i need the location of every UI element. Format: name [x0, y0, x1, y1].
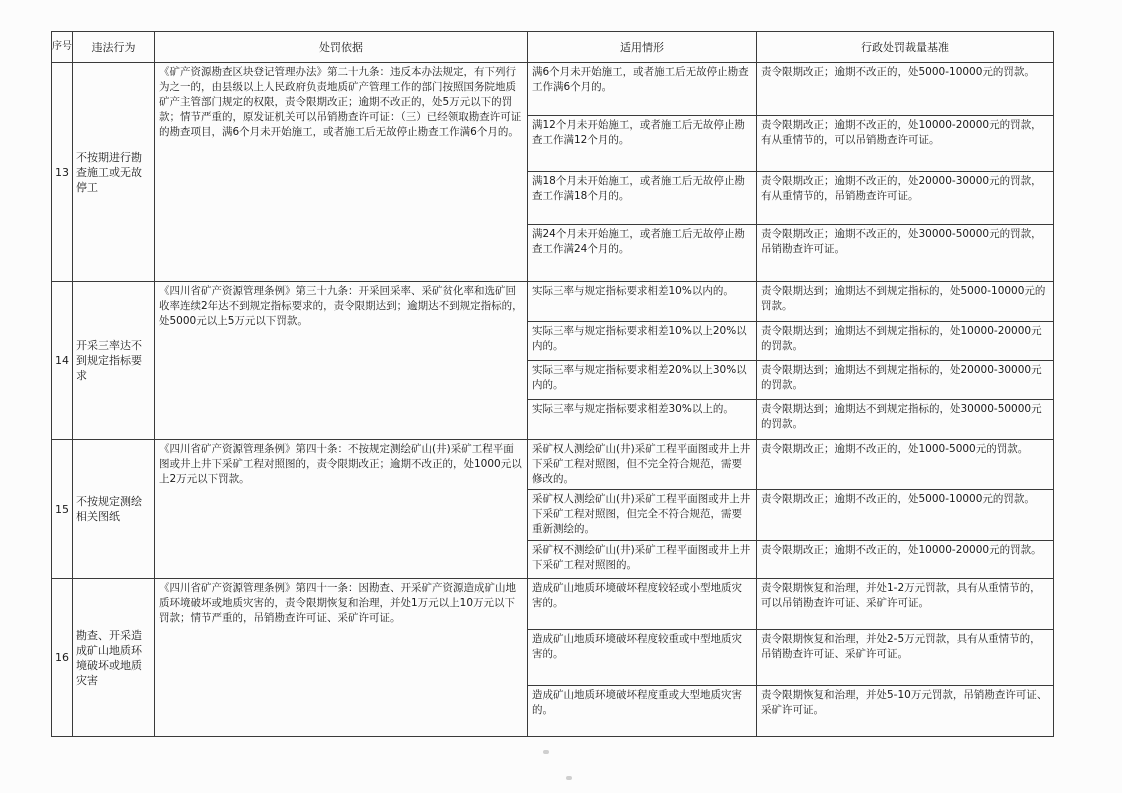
row-number: 16 — [52, 579, 73, 737]
case-cell: 满24个月未开始施工，或者施工后无故停止勘查工作满24个月的。 — [528, 225, 757, 282]
case-cell: 造成矿山地质环境破坏程度较轻或小型地质灾害的。 — [528, 579, 757, 630]
scan-speck — [566, 776, 572, 780]
standard-cell: 责令限期达到；逾期达不到规定指标的，处10000-20000元的罚款。 — [757, 322, 1054, 361]
case-cell: 实际三率与规定指标要求相差10%以上20%以内的。 — [528, 322, 757, 361]
standard-cell: 责令限期恢复和治理，并处5-10万元罚款，吊销勘查许可证、采矿许可证。 — [757, 686, 1054, 737]
standard-cell: 责令限期改正；逾期不改正的，处30000-50000元的罚款，吊销勘查许可证。 — [757, 225, 1054, 282]
case-cell: 采矿权不测绘矿山(井)采矿工程平面图或井上井下采矿工程对照图的。 — [528, 541, 757, 579]
row-number: 14 — [52, 282, 73, 440]
header-no: 序号 — [52, 32, 73, 63]
case-cell: 造成矿山地质环境破坏程度重或大型地质灾害的。 — [528, 686, 757, 737]
case-cell: 满6个月未开始施工，或者施工后无故停止勘查工作满6个月的。 — [528, 63, 757, 116]
table-row — [52, 579, 1054, 630]
violation-cell: 开采三率达不到规定指标要求 — [73, 282, 155, 440]
standard-cell: 责令限期改正；逾期不改正的，处10000-20000元的罚款。 — [757, 541, 1054, 579]
table-header-row — [52, 32, 1054, 63]
header-legal-basis: 处罚依据 — [155, 32, 528, 63]
violation-cell: 不按规定测绘相关图纸 — [73, 440, 155, 579]
header-applicable-case: 适用情形 — [528, 32, 757, 63]
standard-cell: 责令限期达到；逾期达不到规定指标的，处30000-50000元的罚款。 — [757, 400, 1054, 440]
violation-cell: 勘查、开采造成矿山地质环境破坏或地质灾害 — [73, 579, 155, 737]
case-cell: 满12个月未开始施工，或者施工后无故停止勘查工作满12个月的。 — [528, 116, 757, 172]
header-discretion-standard: 行政处罚裁量基准 — [757, 32, 1054, 63]
case-cell: 造成矿山地质环境破坏程度较重或中型地质灾害的。 — [528, 630, 757, 686]
row-number: 15 — [52, 440, 73, 579]
standard-cell: 责令限期改正；逾期不改正的，处10000-20000元的罚款，有从重情节的，可以吊销勘查许可证。 — [757, 116, 1054, 172]
standard-cell: 责令限期达到；逾期达不到规定指标的，处20000-30000元的罚款。 — [757, 361, 1054, 400]
table-row — [52, 440, 1054, 490]
case-cell: 实际三率与规定指标要求相差20%以上30%以内的。 — [528, 361, 757, 400]
case-cell: 满18个月未开始施工，或者施工后无故停止勘查工作满18个月的。 — [528, 172, 757, 225]
table-row — [52, 63, 1054, 116]
standard-cell: 责令限期恢复和治理，并处1-2万元罚款，具有从重情节的，可以吊销勘查许可证、采矿许可证。 — [757, 579, 1054, 630]
scan-speck — [543, 750, 549, 754]
legal-basis-cell: 《矿产资源勘查区块登记管理办法》第二十九条：违反本办法规定，有下列行为之一的，由县级以上人民政府负责地质矿产管理工作的部门按照国务院地质矿产主管部门规定的权限，责令限期改正；逾期不改正的，处5万元以下的罚款；情节严重的，原发证机关可以吊销勘查许可证：（三）已经领取勘查许可证的勘查项目，满6个月未开始施工，或者施工后无故停止勘查工作满6个月的。 — [155, 63, 528, 282]
case-cell: 实际三率与规定指标要求相差10%以内的。 — [528, 282, 757, 322]
case-cell: 实际三率与规定指标要求相差30%以上的。 — [528, 400, 757, 440]
standard-cell: 责令限期改正；逾期不改正的，处5000-10000元的罚款。 — [757, 490, 1054, 541]
legal-basis-cell: 《四川省矿产资源管理条例》第四十条：不按规定测绘矿山(井)采矿工程平面图或井上井下采矿工程对照图的，责令限期改正；逾期不改正的，处1000元以上2万元以下罚款。 — [155, 440, 528, 579]
header-violation: 违法行为 — [73, 32, 155, 63]
case-cell: 采矿权人测绘矿山(井)采矿工程平面图或井上井下采矿工程对照图，但不完全符合规范，需要修改的。 — [528, 440, 757, 490]
standard-cell: 责令限期恢复和治理，并处2-5万元罚款，具有从重情节的，吊销勘查许可证、采矿许可证。 — [757, 630, 1054, 686]
standard-cell: 责令限期改正；逾期不改正的，处1000-5000元的罚款。 — [757, 440, 1054, 490]
violation-cell: 不按期进行勘查施工或无故停工 — [73, 63, 155, 282]
legal-basis-cell: 《四川省矿产资源管理条例》第四十一条：因勘查、开采矿产资源造成矿山地质环境破坏或地质灾害的，责令限期恢复和治理，并处1万元以上10万元以下罚款；情节严重的，吊销勘查许可证、采矿许可证。 — [155, 579, 528, 737]
standard-cell: 责令限期改正；逾期不改正的，处20000-30000元的罚款，有从重情节的，吊销勘查许可证。 — [757, 172, 1054, 225]
standard-cell: 责令限期改正；逾期不改正的，处5000-10000元的罚款。 — [757, 63, 1054, 116]
standard-cell: 责令限期达到；逾期达不到规定指标的，处5000-10000元的罚款。 — [757, 282, 1054, 322]
row-number: 13 — [52, 63, 73, 282]
legal-basis-cell: 《四川省矿产资源管理条例》第三十九条：开采回采率、采矿贫化率和选矿回收率连续2年达不到规定指标要求的，责令限期达到；逾期达不到规定指标的，处5000元以上5万元以下罚款。 — [155, 282, 528, 440]
case-cell: 采矿权人测绘矿山(井)采矿工程平面图或井上井下采矿工程对照图，但完全不符合规范，需要重新测绘的。 — [528, 490, 757, 541]
table-row — [52, 282, 1054, 322]
penalty-standards-table — [51, 31, 1054, 737]
